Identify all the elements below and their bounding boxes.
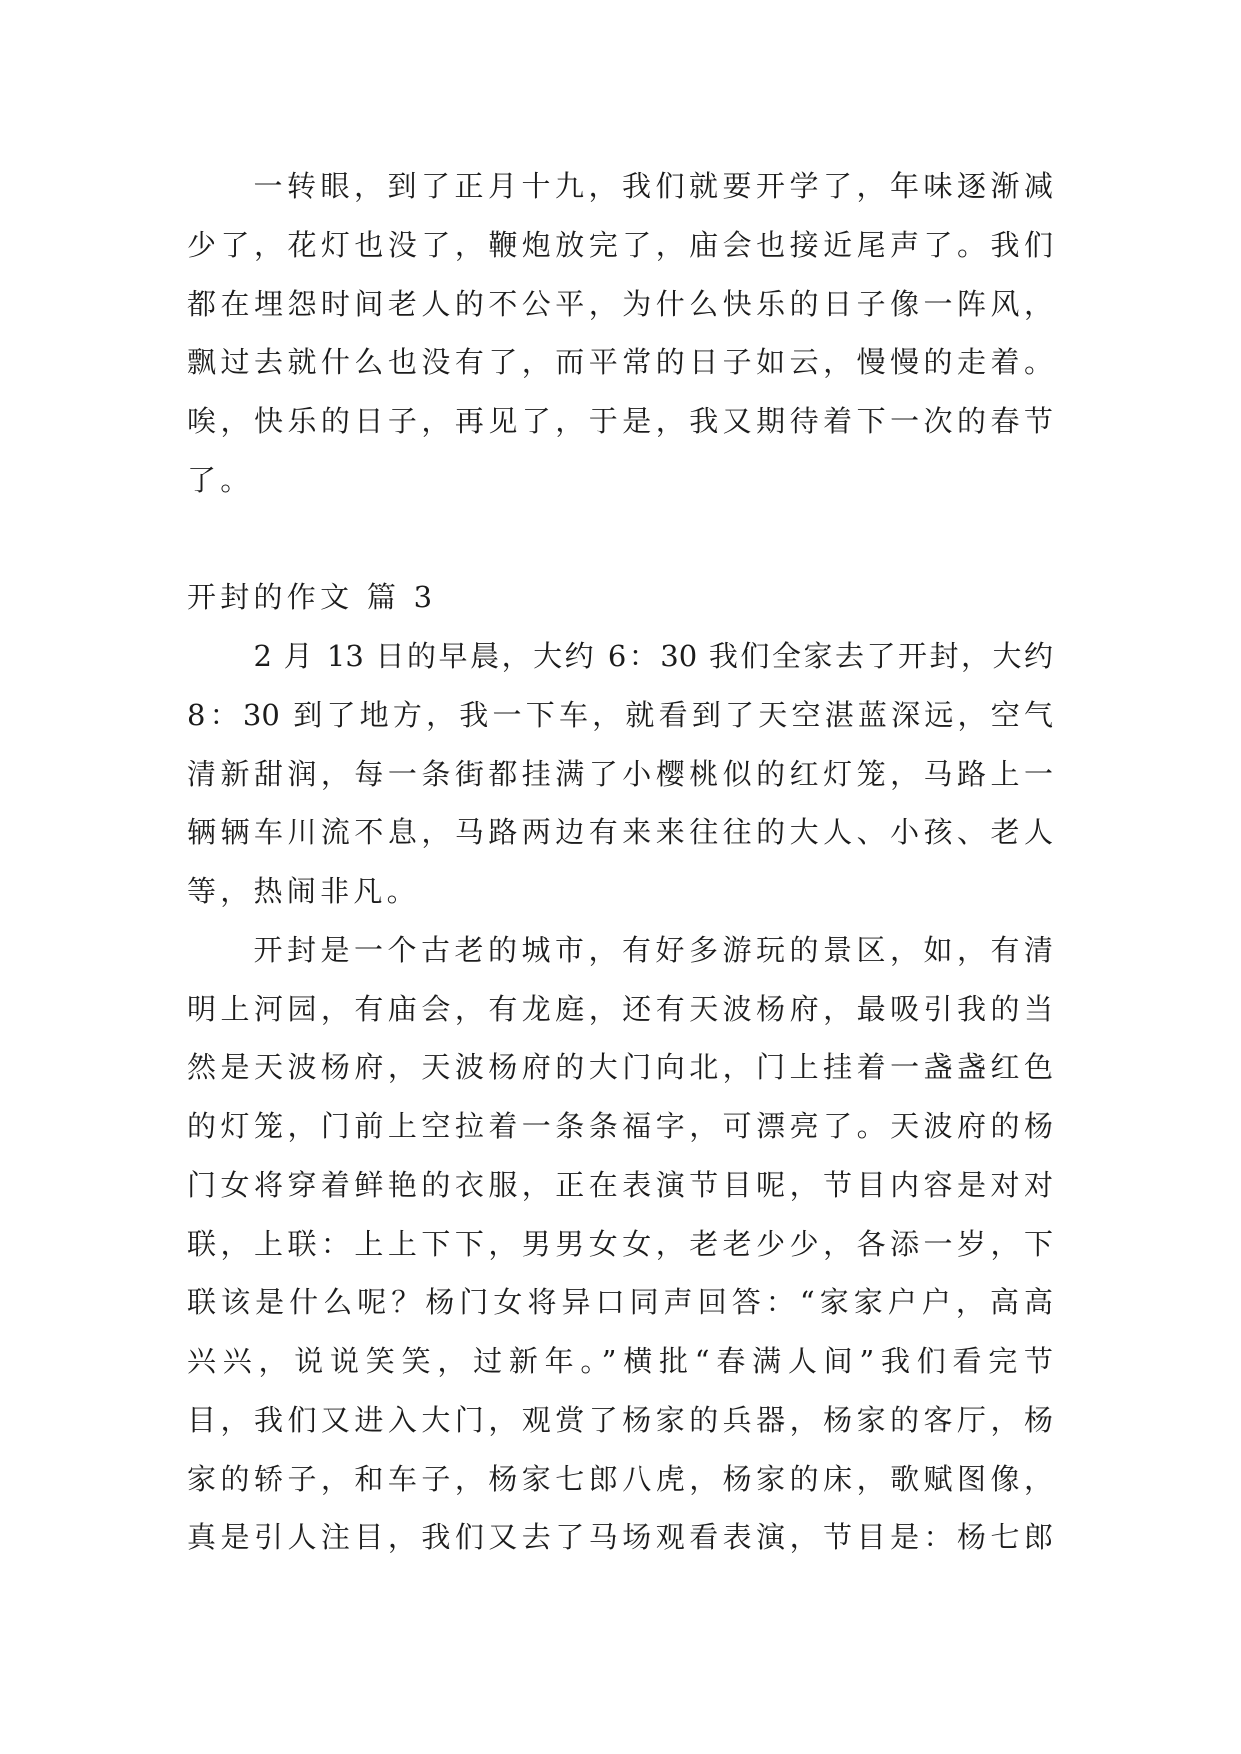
paragraph-gap [187,510,1053,569]
text-line: 都在埋怨时间老人的不公平，为什么快乐的日子像一阵风， [187,286,1053,321]
text-line: 开封是一个古老的城市，有好多游玩的景区，如，有清 [253,932,1053,967]
text-line: 真是引人注目，我们又去了马场观看表演，节目是：杨七郎 [187,1520,1053,1555]
text-line: 目，我们又进入大门，观赏了杨家的兵器，杨家的客厅，杨 [187,1402,1053,1437]
text-line: 一转眼，到了正月十九，我们就要开学了，年味逐渐减 [253,169,1053,203]
text-line: 门女将穿着鲜艳的衣服，正在表演节目呢，节目内容是对对 [187,1167,1053,1202]
essay-paragraph [187,921,1053,1567]
previous-section-paragraph [187,157,1053,510]
text-line: 了。 [187,462,254,497]
text-line: 等，热闹非凡。 [187,874,420,908]
text-line: 辆辆车川流不息，马路两边有来来往往的大人、小孩、老人 [187,815,1053,850]
text-line: 清新甜润，每一条街都挂满了小樱桃似的红灯笼，马路上一 [187,756,1053,791]
text-line: 飘过去就什么也没有了，而平常的日子如云，慢慢的走着。 [187,345,1053,380]
text-line: 明上河园，有庙会，有龙庭，还有天波杨府，最吸引我的当 [187,991,1053,1026]
text-line: 然是天波杨府，天波杨府的大门向北，门上挂着一盏盏红色 [187,1050,1053,1085]
text-line: 兴兴，说说笑笑，过新年。”横批“春满人间”我们看完节 [187,1344,1053,1378]
text-line: 家的轿子，和车子，杨家七郎八虎，杨家的床，歌赋图像， [187,1461,1053,1496]
text-line: 2 月 13 日的早晨，大约 6：30 我们全家去了开封，大约 [253,639,1053,673]
text-line: 少了，花灯也没了，鞭炮放完了，庙会也接近尾声了。我们 [187,227,1053,262]
text-line: 联该是什么呢？杨门女将异口同声回答：“家家户户，高高 [187,1285,1053,1320]
text-line: 联，上联：上上下下，男男女女，老老少少，各添一岁，下 [187,1226,1053,1261]
text-line: 唉，快乐的日子，再见了，于是，我又期待着下一次的春节 [187,404,1053,438]
essay-title: 开封的作文 篇 3 [187,580,437,615]
text-line: 的灯笼，门前上空拉着一条条福字，可漂亮了。天波府的杨 [187,1109,1053,1143]
text-line: 8：30 到了地方，我一下车，就看到了天空湛蓝深远，空气 [187,697,1053,732]
essay-paragraph [187,627,1053,921]
document-page [187,157,1053,1567]
